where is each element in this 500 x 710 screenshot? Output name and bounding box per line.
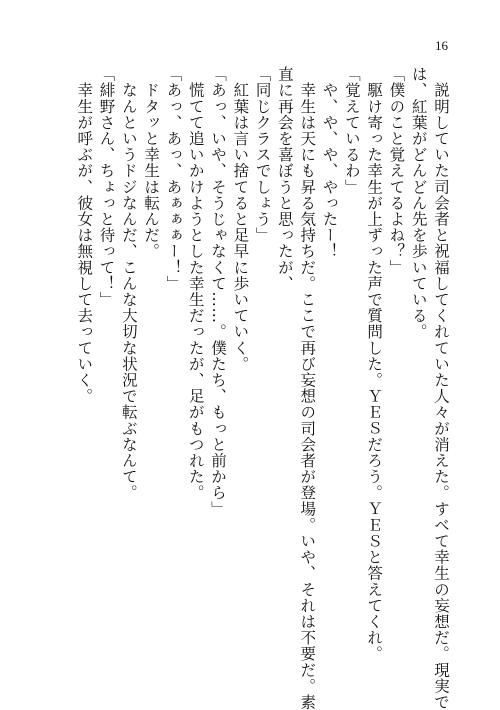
text-line: や、や、や、やったー！ (320, 66, 339, 260)
text-line: 「僕のこと覚えてるよね？」 (387, 66, 406, 276)
text-line: 「同じクラスでしょう」 (253, 66, 272, 244)
text-line: 直に再会を喜ぼうと思ったが、 (275, 66, 294, 292)
novel-text-body (73, 66, 452, 710)
text-line: 駆け寄った幸生が上ずった声で質問した。ＹＥＳだろう。ＹＥＳと答えてくれ。 (365, 66, 384, 662)
text-line: 紅葉は言い捨てると足早に歩いていく。 (231, 66, 250, 372)
text-line: 慌てて追いかけようとした幸生だったが、足がもつれた。 (186, 66, 205, 501)
text-line: 幸生が呼ぶが、彼女は無視して去っていく。 (75, 66, 94, 405)
text-line: なんというドジなんだ、こんな大切な状況で転ぶなんて。 (119, 66, 138, 501)
text-line: 「緋野さん、ちょっと待って！」 (97, 66, 116, 308)
text-line: 「あっ、いや、そうじゃなくて……。僕たち、もっと前から」 (209, 66, 228, 517)
text-line: ドタッと幸生は転んだ。 (142, 66, 161, 260)
page-number: 16 (435, 38, 448, 53)
text-line: 幸生は天にも昇る気持ちだ。ここで再び妄想の司会者が登場。いや、それは不要だ。素 (298, 66, 317, 710)
text-line: は、紅葉がどんどん先を歩いている。 (409, 66, 428, 340)
text-line: 「あっ、あっ、あぁぁぁー！」 (164, 66, 183, 292)
text-line: 説明していた司会者と祝福してくれていた人々が消えた。すべて幸生の妄想だ。現実で (432, 66, 450, 710)
text-line: 「覚えているわ」 (342, 66, 361, 195)
